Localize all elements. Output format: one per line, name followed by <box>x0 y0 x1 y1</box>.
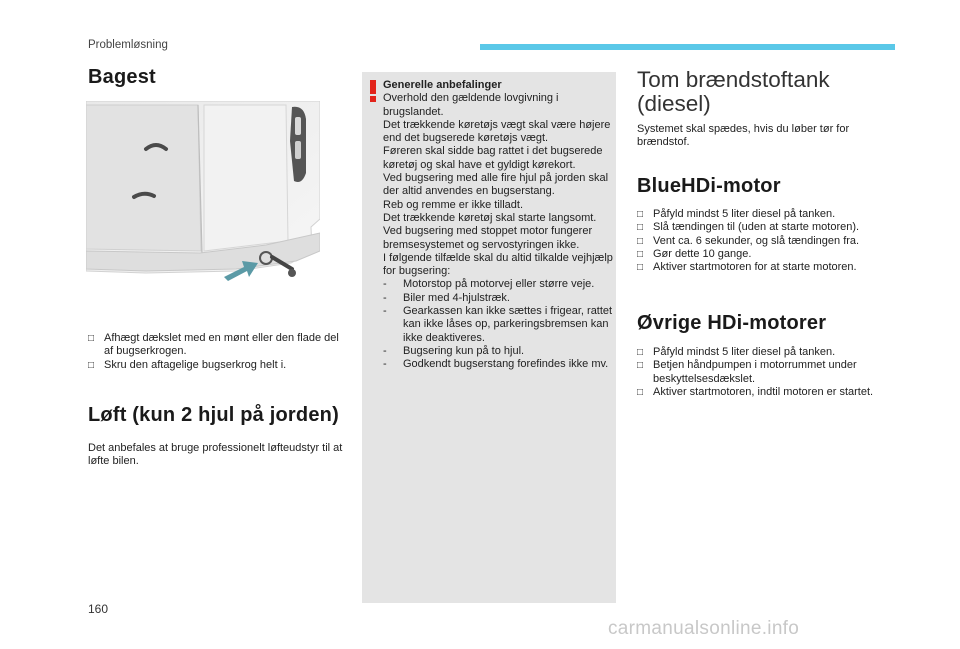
recommendation-paragraph: Det trækkende køretøj skal starte langsomt. <box>383 211 597 224</box>
watermark: carmanualsonline.info <box>608 618 800 639</box>
checkbox-bullet-icon: □ <box>637 222 644 234</box>
recommendation-paragraph: Reb og remme er ikke tilladt. <box>383 198 523 211</box>
list-item: □ Vent ca. 6 sekunder, og slå tændingen fra. <box>637 234 860 247</box>
recommendation-paragraph: Ved bugsering med stoppet motor fungerer bremsesystemet og servostyringen ikke. <box>383 225 593 251</box>
recommendation-paragraph: Ved bugsering med alle fire hjul på jorden skal der altid anvendes en bugserstang. <box>383 172 609 198</box>
checkbox-bullet-icon: □ <box>637 235 644 247</box>
checkbox-bullet-icon: □ <box>637 209 644 220</box>
heading-bagest: Bagest <box>88 66 156 88</box>
checkbox-bullet-icon: □ <box>637 262 644 274</box>
rear-towing-illustration <box>86 101 320 295</box>
loft-paragraph: Det anbefales at bruge professionelt løfteudstyr til at løfte bilen. <box>88 442 343 468</box>
checkbox-bullet-icon: □ <box>637 347 644 358</box>
list-item: □ Afhægt dækslet med en mønt eller den flade del af bugserkrogen. <box>88 332 339 358</box>
bagest-instruction-list <box>88 332 350 372</box>
warning-exclamation-icon <box>369 80 377 102</box>
heading-ovrige: Øvrige HDi-motorer <box>637 312 827 334</box>
heading-bluehdi: BlueHDi-motor <box>637 175 781 197</box>
recommendations-text <box>383 79 613 372</box>
checkbox-bullet-icon: □ <box>88 359 95 371</box>
recommendation-paragraph: I følgende tilfælde skal du altid tilkalde vejhjælp for bugsering: <box>383 251 613 278</box>
list-item: □ Påfyld mindst 5 liter diesel på tanken. <box>637 346 836 358</box>
list-item: - Biler med 4-hjulstræk. <box>383 291 510 304</box>
tom-paragraph: Systemet skal spædes, hvis du løber tør for brændstof. <box>637 123 850 149</box>
roadside-assistance-list <box>383 278 613 371</box>
checkbox-bullet-icon: □ <box>88 333 95 344</box>
recommendation-paragraph: Overhold den gældende lovgivning i brugslandet. <box>383 92 559 118</box>
list-item: □ Skru den aftagelige bugserkrog helt i. <box>88 358 287 371</box>
list-item: - Bugsering kun på to hjul. <box>383 344 525 357</box>
recommendation-paragraph: Føreren skal sidde bag rattet i det bugserede køretøj og skal have et gyldigt kørekort. <box>383 145 603 171</box>
list-item: □ Aktiver startmotoren, indtil motoren er startet. <box>637 385 874 398</box>
list-item: □ Slå tændingen til (uden at starte motoren). <box>637 221 860 234</box>
list-item: □ Aktiver startmotoren for at starte motoren. <box>637 261 857 274</box>
list-item: - Gearkassen kan ikke sættes i frigear, rattet kan ikke låses op, parkeringsbremsen kan ikke deaktiveres. <box>383 305 613 344</box>
checkbox-bullet-icon: □ <box>637 360 644 372</box>
list-item: □ Betjen håndpumpen i motorrummet under beskyttelsesdækslet. <box>637 359 857 385</box>
checkbox-bullet-icon: □ <box>637 248 644 260</box>
header-accent-bar <box>480 44 895 50</box>
heading-tom-line1: Tom brændstoftank <box>637 67 830 92</box>
list-item: □ Påfyld mindst 5 liter diesel på tanken. <box>637 208 836 220</box>
list-item: - Godkendt bugserstang forefindes ikke mv. <box>383 358 609 371</box>
section-label: Problemløsning <box>88 39 168 51</box>
recommendations-heading: Generelle anbefalinger <box>383 79 502 91</box>
heading-tom-line2: (diesel) <box>637 91 711 116</box>
recommendation-paragraph: Det trækkende køretøjs vægt skal være højere end det bugserede køretøjs vægt. <box>383 118 611 145</box>
checkbox-bullet-icon: □ <box>637 386 644 398</box>
page-number: 160 <box>88 602 109 616</box>
list-item: - Motorstop på motorvej eller større veje. <box>383 278 595 291</box>
rear-towing-illustration-svg <box>86 101 320 295</box>
list-item: □ Gør dette 10 gange. <box>637 247 752 260</box>
bluehdi-steps-list <box>637 208 897 274</box>
heading-loft: Løft (kun 2 hjul på jorden) <box>88 404 339 426</box>
ovrige-steps-list <box>637 346 887 399</box>
